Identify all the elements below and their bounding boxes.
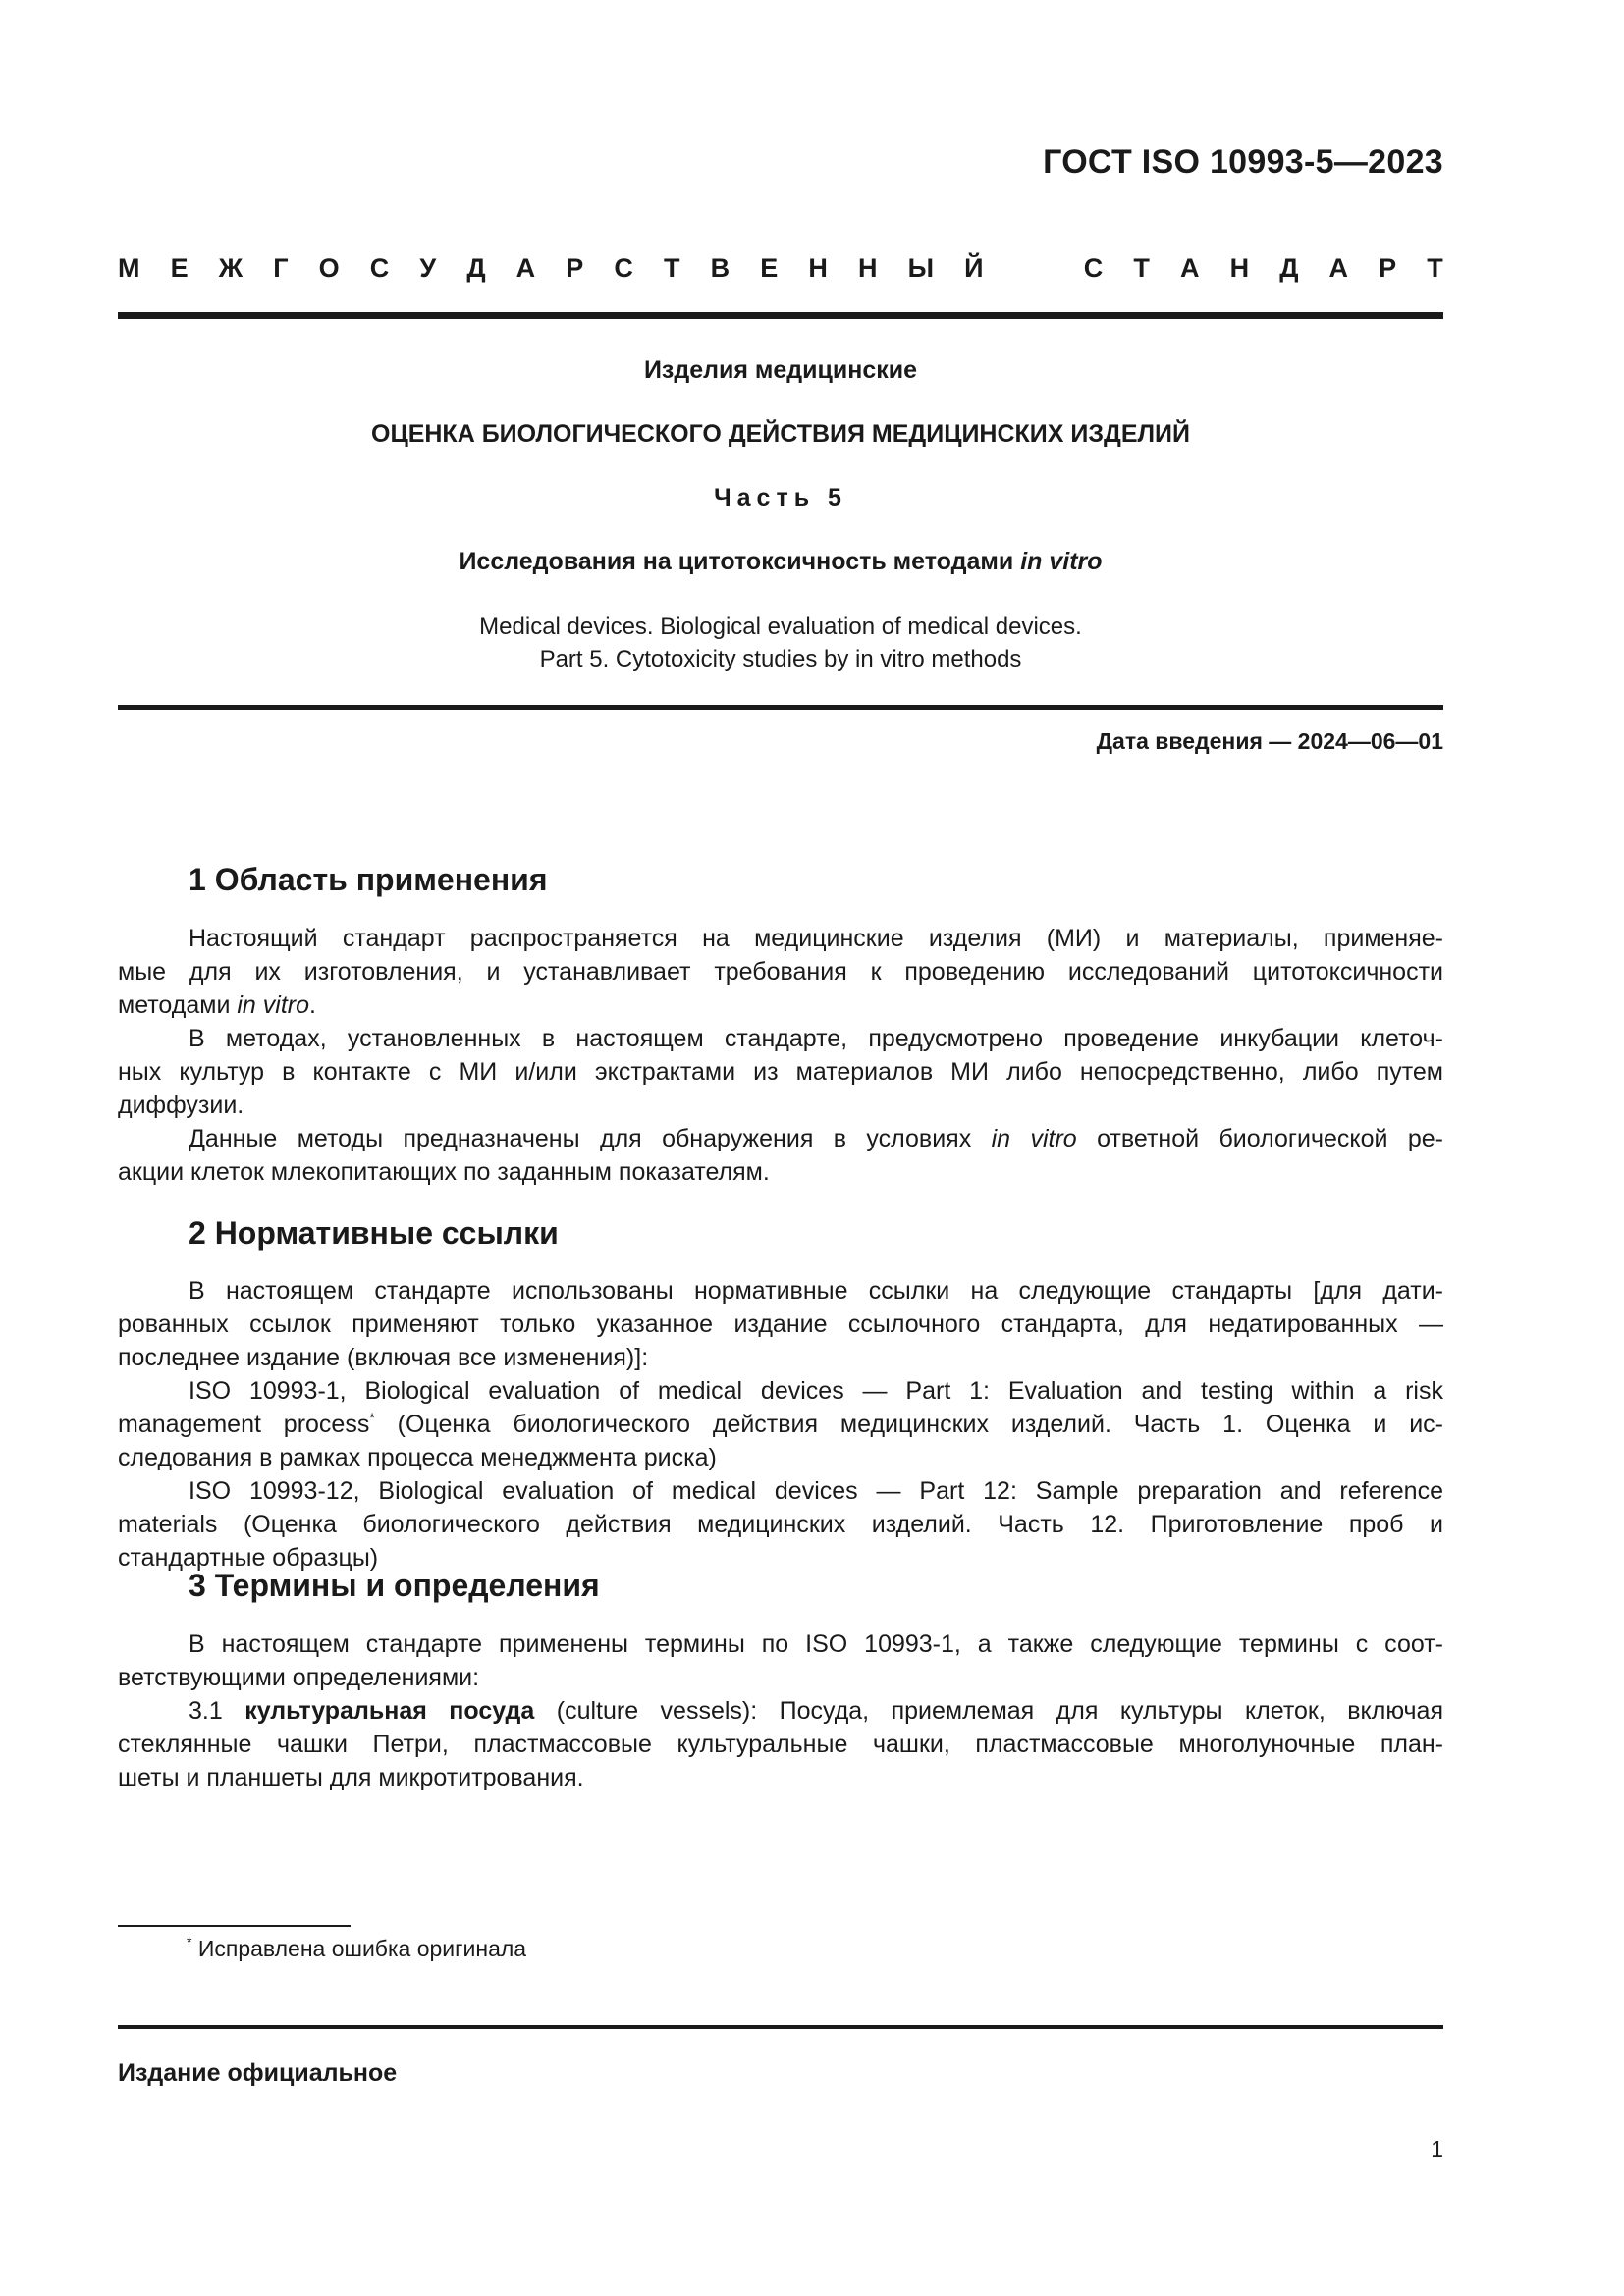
text-line: акции клеток млекопитающих по заданным показателям. xyxy=(118,1158,770,1186)
banner-letter: А xyxy=(515,253,536,283)
title-english xyxy=(118,611,1443,675)
text-run: (Оценка биологического действия медицинских изделий. Часть 1. Оценка и ис- xyxy=(374,1411,1443,1438)
banner-letter: Т xyxy=(1427,253,1443,283)
official-edition-label: Издание официальное xyxy=(118,2059,398,2087)
subtitle-text: Исследования на цитотоксичность методами xyxy=(459,548,1021,575)
banner-letter: А xyxy=(1179,253,1200,283)
title-rule xyxy=(118,705,1443,710)
text-line xyxy=(118,1122,1443,1155)
term-name: культуральная посуда xyxy=(244,1697,535,1725)
banner-letter: С xyxy=(369,253,390,283)
text-run: методами xyxy=(118,991,238,1019)
footnote-marker: * xyxy=(369,1410,375,1425)
banner-letter: Р xyxy=(1379,253,1397,283)
english-title-line: Medical devices. Biological evaluation of medical devices. xyxy=(479,614,1082,640)
banner-letter: Г xyxy=(273,253,289,283)
section-1-paragraph xyxy=(118,922,1443,1022)
section-2-paragraph xyxy=(118,1474,1443,1575)
banner-letter: Р xyxy=(566,253,584,283)
text-line: Настоящий стандарт распространяется на медицинские изделия (МИ) и материалы, применяе- xyxy=(189,925,1443,952)
banner-letter: О xyxy=(318,253,340,283)
footnote-rule xyxy=(118,1925,351,1927)
text-line xyxy=(118,988,1443,1022)
text-run: . xyxy=(309,991,316,1019)
section-1-paragraph xyxy=(118,1022,1443,1122)
section-3-paragraph xyxy=(118,1694,1443,1794)
english-title-line: Part 5. Cytotoxicity studies by in vitro methods xyxy=(539,646,1022,672)
term-number: 3.1 xyxy=(189,1697,245,1725)
page-number: 1 xyxy=(1431,2136,1443,2162)
text-line: В настоящем стандарте использованы нормативные ссылки на следующие стандарты [для дати- xyxy=(189,1277,1443,1305)
text-line: В методах, установленных в настоящем стандарте, предусмотрено проведение инкубации клеточ- xyxy=(189,1025,1443,1052)
banner-letter: Ы xyxy=(907,253,935,283)
section-2-paragraph xyxy=(118,1374,1443,1474)
banner-letter: С xyxy=(614,253,633,283)
banner-letter: А xyxy=(1328,253,1349,283)
subtitle-italic: in vitro xyxy=(1020,548,1103,575)
banner-letter: Т xyxy=(664,253,680,283)
gost-number: ГОСТ ISO 10993-5—2023 xyxy=(1043,143,1443,181)
text-run: ответной биологической ре- xyxy=(1076,1125,1444,1152)
banner-letter: Н xyxy=(808,253,828,283)
title-subtitle xyxy=(118,548,1443,576)
banner-letter: У xyxy=(419,253,437,283)
banner-word-gap xyxy=(1014,253,1054,284)
footnote-mark: * xyxy=(187,1934,192,1949)
text-run: Данные методы предназначены для обнаружения в условиях xyxy=(189,1125,992,1152)
footnote xyxy=(187,1936,526,1962)
text-line: мые для их изготовления, и устанавливает требования к проведению исследований цитотоксичности xyxy=(118,958,1443,986)
document-page xyxy=(118,0,1443,2296)
text-line: ISO 10993-1, Biological evaluation of medical devices — Part 1: Evaluation and testing within a risk xyxy=(189,1377,1443,1405)
banner-letter: Т xyxy=(1133,253,1150,283)
banner-letter: Е xyxy=(170,253,189,283)
text-run: management process xyxy=(118,1411,370,1438)
text-line: ISO 10993-12, Biological evaluation of medical devices — Part 12: Sample preparation and reference xyxy=(189,1477,1443,1505)
banner-letter: Д xyxy=(1279,253,1299,283)
footer-rule xyxy=(118,2025,1443,2029)
banner-letter: Й xyxy=(964,253,984,283)
text-line: ветствующими определениями: xyxy=(118,1664,480,1691)
text-line: ных культур в контакте с МИ и/или экстрактами из материалов МИ либо непосредственно, либо путем xyxy=(118,1058,1443,1086)
section-3-paragraph xyxy=(118,1628,1443,1694)
text-line: materials (Оценка биологического действия медицинских изделий. Часть 12. Приготовление проб и xyxy=(118,1511,1443,1538)
title-main: ОЦЕНКА БИОЛОГИЧЕСКОГО ДЕЙСТВИЯ МЕДИЦИНСКИХ ИЗДЕЛИЙ xyxy=(371,420,1190,448)
banner-letter: Ж xyxy=(218,253,244,283)
banner-letter: В xyxy=(710,253,731,283)
section-2-paragraph xyxy=(118,1274,1443,1374)
section-2-heading: 2 Нормативные ссылки xyxy=(189,1215,559,1251)
text-line: последнее издание (включая все изменения)]: xyxy=(118,1344,649,1371)
text-line: стеклянные чашки Петри, пластмассовые культуральные чашки, пластмассовые многолуночные план- xyxy=(118,1731,1443,1758)
text-line: диффузии. xyxy=(118,1092,244,1119)
banner-letter: Е xyxy=(760,253,779,283)
text-line: стандартные образцы) xyxy=(118,1544,379,1572)
banner-letter: Н xyxy=(857,253,878,283)
intro-date: Дата введения — 2024—06—01 xyxy=(1096,728,1443,754)
section-1-paragraph xyxy=(118,1122,1443,1189)
text-line: рованных ссылок применяют только указанное издание ссылочного стандарта, для недатированных — xyxy=(118,1310,1443,1338)
title-part: Часть 5 xyxy=(714,484,847,511)
text-line: следования в рамках процесса менеджмента риска) xyxy=(118,1444,717,1471)
italic-run: in vitro xyxy=(991,1125,1077,1152)
footnote-text: Исправлена ошибка оригинала xyxy=(191,1936,527,1961)
text-line: шеты и планшеты для микротитрования. xyxy=(118,1764,584,1791)
text-run: (culture vessels): Посуда, приемлемая для культуры клеток, включая xyxy=(534,1697,1443,1725)
banner-letter: С xyxy=(1083,253,1104,283)
text-line: В настоящем стандарте применены термины по ISO 10993-1, а также следующие термины с соот- xyxy=(189,1630,1443,1658)
text-line xyxy=(118,1694,1443,1728)
section-3-heading: 3 Термины и определения xyxy=(189,1568,600,1603)
banner-letter: Н xyxy=(1229,253,1250,283)
section-1-heading: 1 Область применения xyxy=(189,862,548,897)
banner-letter: М xyxy=(118,253,140,283)
italic-run: in vitro xyxy=(237,991,310,1019)
banner-letter: Д xyxy=(466,253,486,283)
interstate-standard-banner xyxy=(118,253,1443,284)
header-rule xyxy=(118,312,1443,319)
text-line xyxy=(118,1408,1443,1441)
title-group: Изделия медицинские xyxy=(643,356,918,384)
